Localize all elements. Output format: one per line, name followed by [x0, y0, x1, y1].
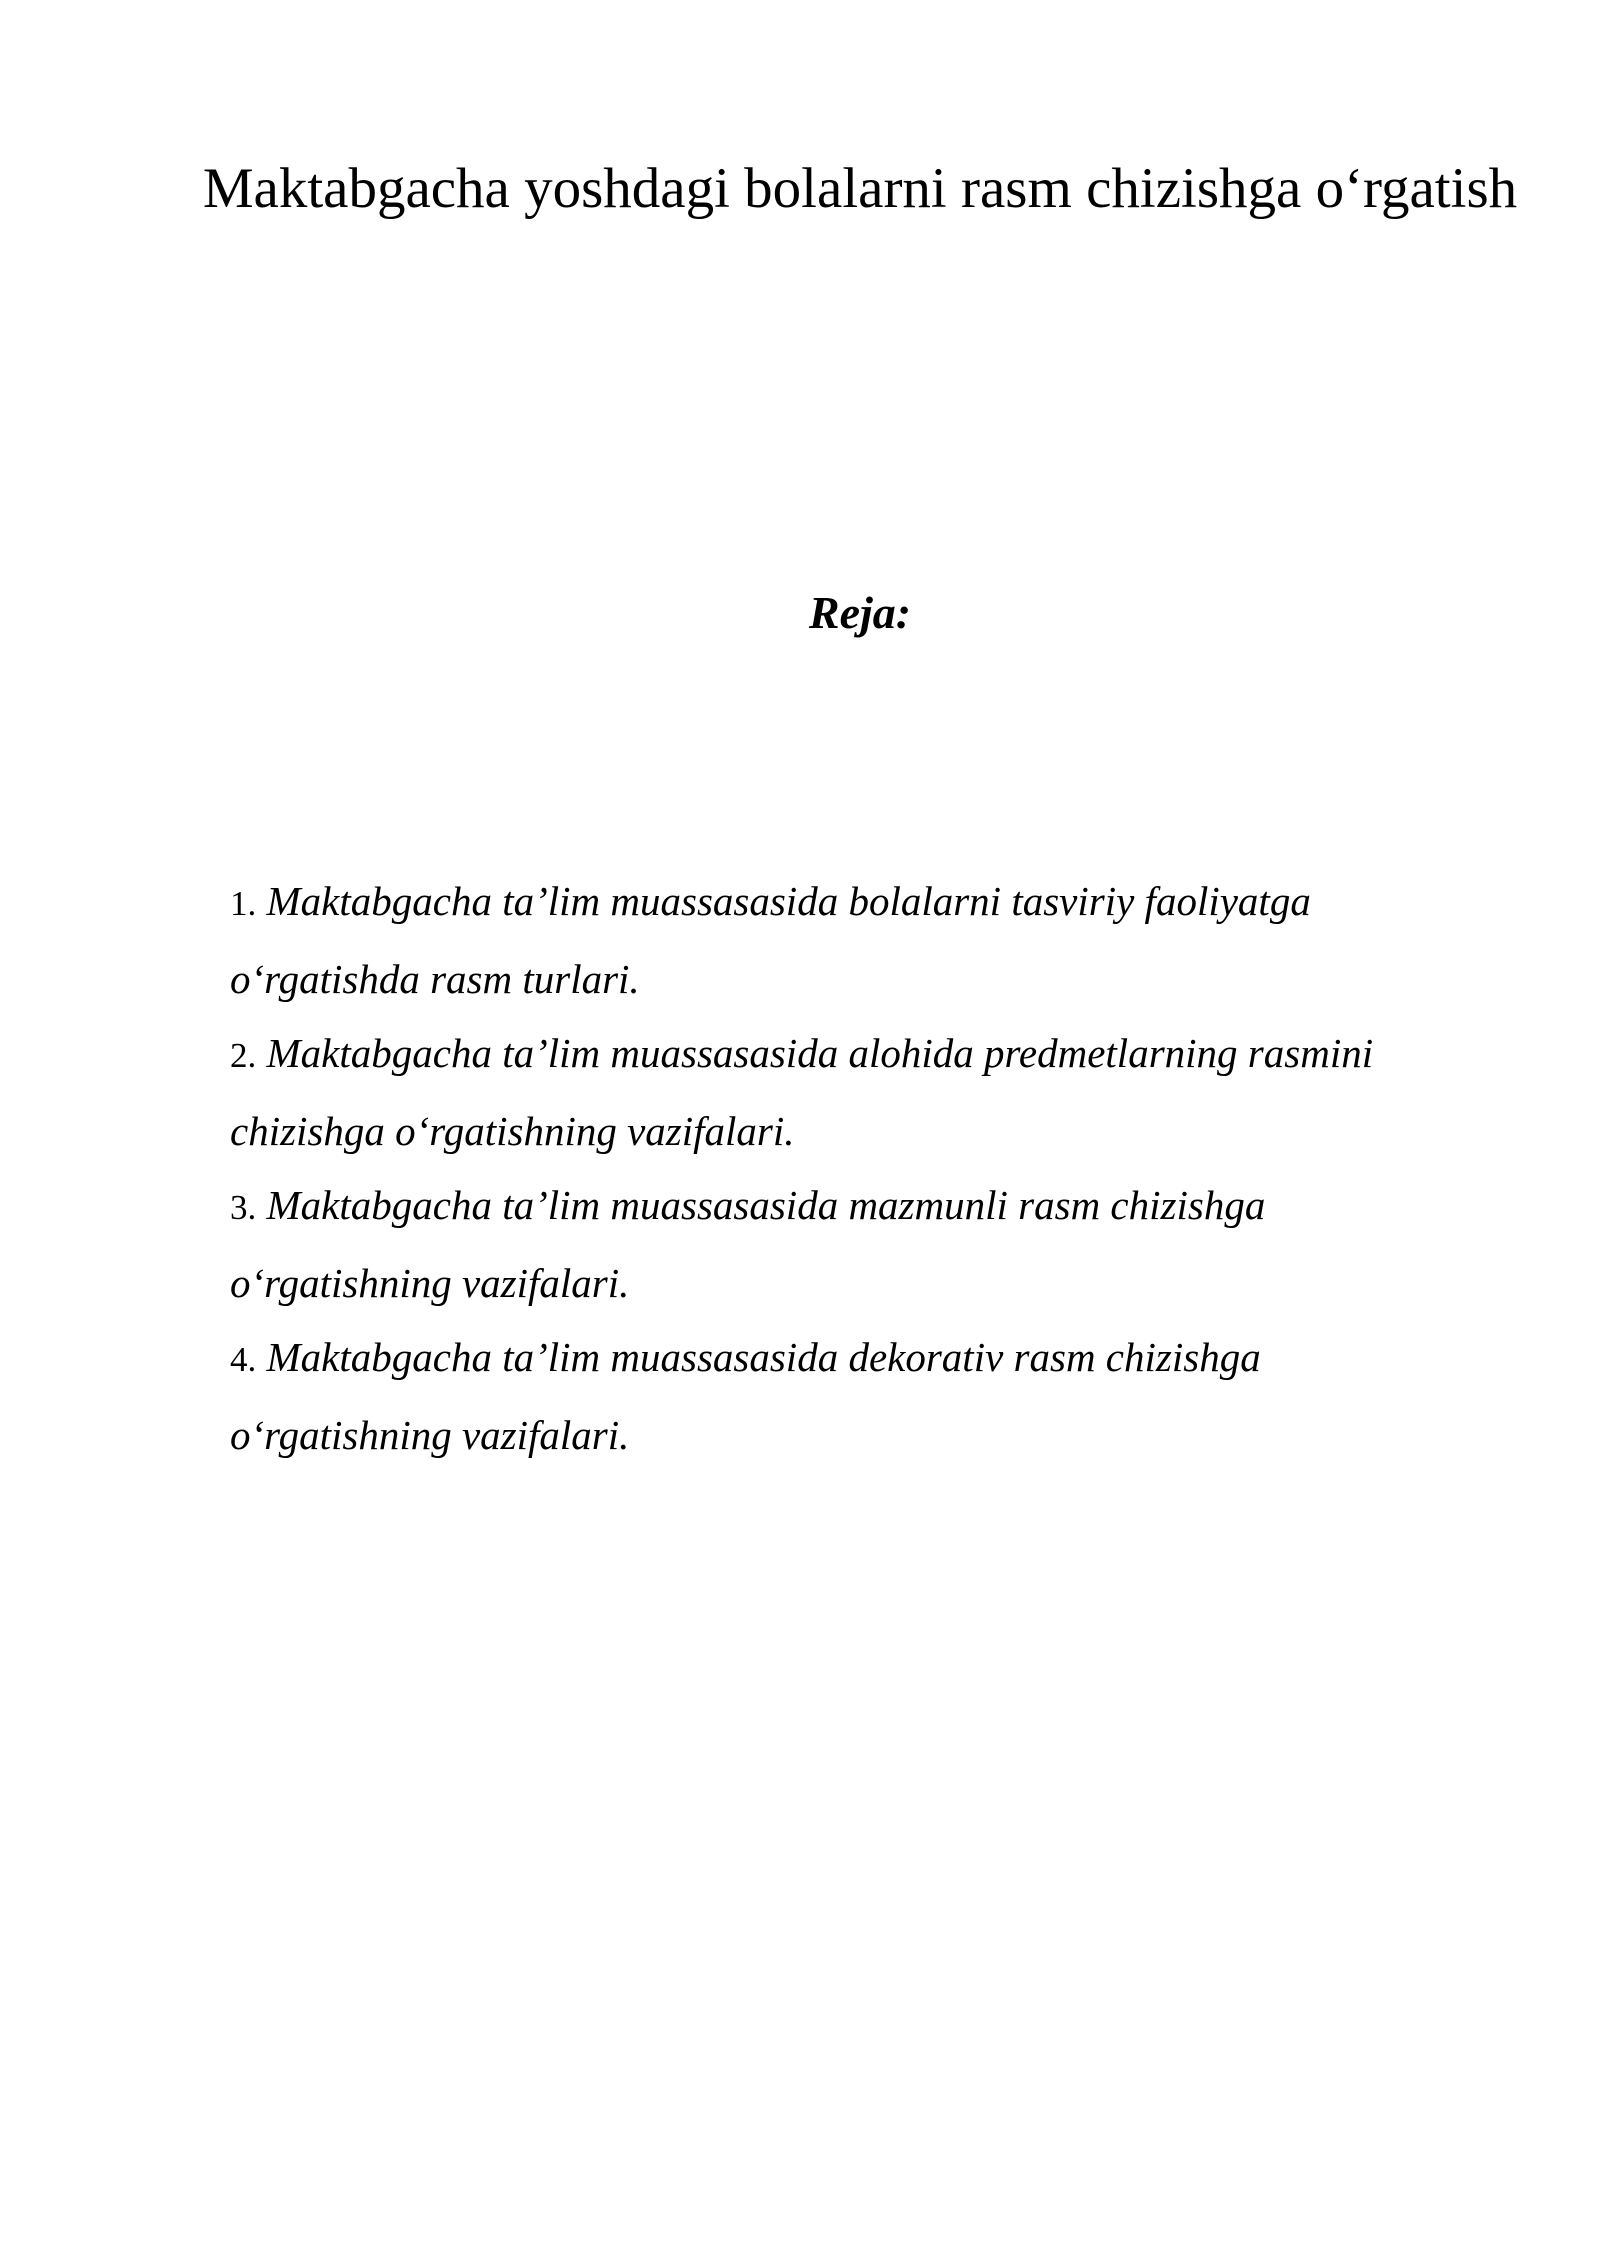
plan-item-number: 4. [230, 1340, 257, 1379]
plan-heading: Reja: [808, 587, 912, 638]
plan-list [230, 864, 1470, 1472]
plan-item-text: Maktabgacha ta’lim muassasasida dekorativ rasm chizishga o‘rgatishning vazifalari. [230, 1334, 1261, 1458]
document-title: Maktabgacha yoshdagi bolalarni rasm chizishga o‘rgatish [202, 157, 1518, 220]
plan-item-text: Maktabgacha ta’lim muassasasida mazmunli rasm chizishga o‘rgatishning vazifalari. [230, 1182, 1266, 1306]
plan-item [230, 1320, 1470, 1472]
plan-item [230, 1168, 1470, 1320]
plan-item-text: Maktabgacha ta’lim muassasasida bolalarni tasviriy faoliyatga o‘rgatishda rasm turlari. [230, 878, 1311, 1002]
plan-item [230, 864, 1470, 1016]
plan-item-number: 1. [230, 884, 257, 923]
plan-item-number: 2. [230, 1036, 257, 1075]
plan-item-number: 3. [230, 1188, 257, 1227]
plan-item-text: Maktabgacha ta’lim muassasasida alohida predmetlarning rasmini chizishga o‘rgatishning vazifalari. [230, 1030, 1374, 1154]
plan-item [230, 1016, 1470, 1168]
